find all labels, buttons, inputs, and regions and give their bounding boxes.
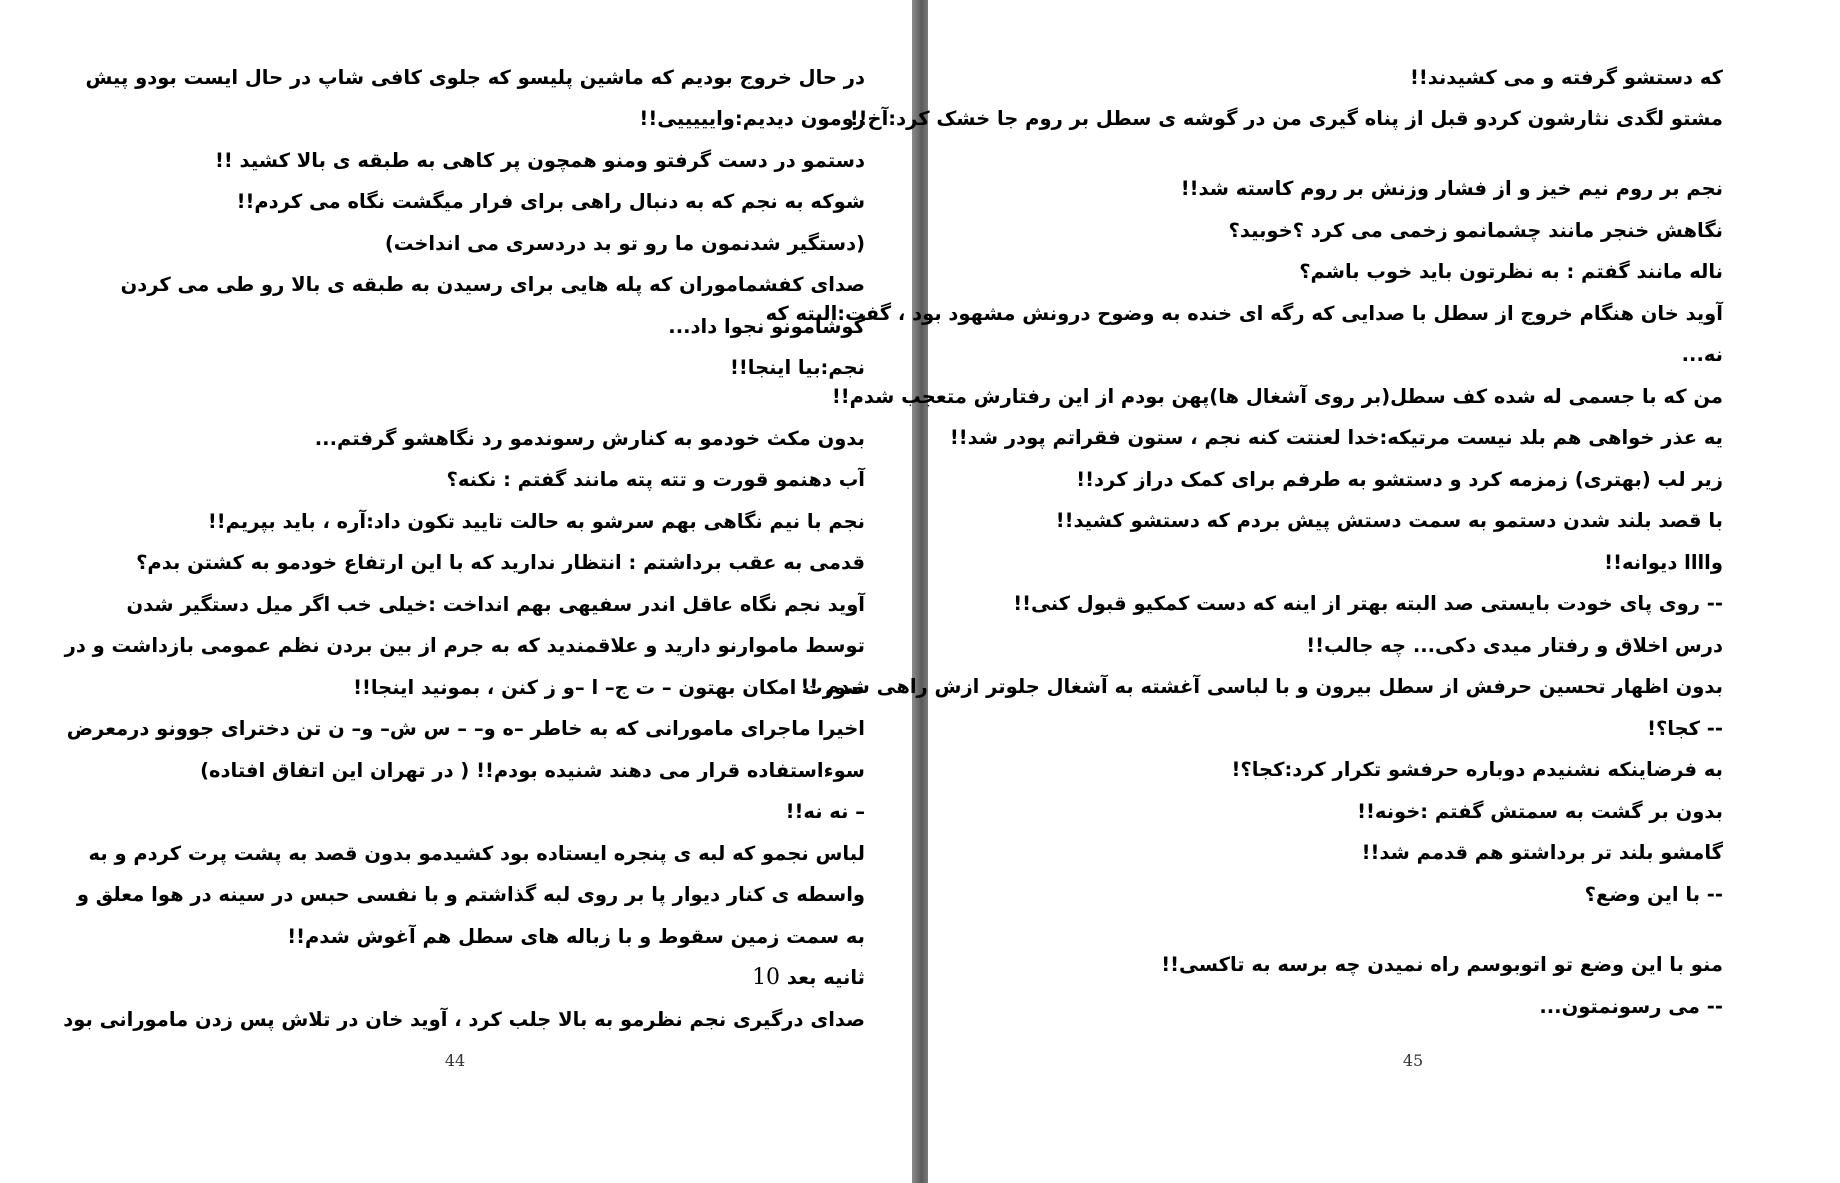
text-line: یه عذر خواهی هم بلد نیست مرتیکه:خدا لعنتت کنه نجم ، ستون فقراتم پودر شد!! <box>949 426 1723 449</box>
text-line: نه... <box>1681 343 1723 366</box>
text-line: بدون بر گشت به سمتش گفتم :خونه!! <box>1357 800 1723 823</box>
text-line: آب دهنمو قورت و تته پته مانند گفتم : نکنه؟ <box>446 468 865 491</box>
text-line: -- کجا؟! <box>1647 717 1723 740</box>
text-line: -- می رسونمتون... <box>1539 995 1723 1018</box>
text-line: با قصد بلند شدن دستمو به سمت دستش پیش بردم که دستشو کشید!! <box>1055 509 1723 532</box>
text-line: نجم:بیا اینجا!! <box>730 356 865 379</box>
text-line-ten-seconds-later <box>752 966 865 990</box>
text-line: سوءاستفاده قرار می دهند شنیده بودم!! ( در تهران این اتفاق افتاده) <box>200 759 865 782</box>
text-line: نگاهش خنجر مانند چشمانمو زخمی می کرد ؟خوبید؟ <box>1228 219 1723 242</box>
text-line: بدون اظهار تحسین حرفش از سطل بیرون و با لباسی آغشته به آشغال جلوتر ازش راهی شدم !! <box>800 675 1723 698</box>
text-line: رومون دیدیم:وایییییی!! <box>639 107 865 130</box>
text-line: دستمو در دست گرفتو ومنو همچون پر کاهی به طبقه ی بالا کشید !! <box>214 149 865 172</box>
text-line: ناله مانند گفتم : به نظرتون باید خوب باشم؟ <box>1299 260 1723 283</box>
text-line: صدای کفشماموران که پله هایی برای رسیدن به طبقه ی بالا رو طی می کردن <box>120 273 865 296</box>
text-line: توسط ماموارنو دارید و علاقمندید که به جرم از بین بردن نظم عمومی بازداشت و در <box>64 634 865 657</box>
text-line: درس اخلاق و رفتار میدی دکی... چه جالب!! <box>1306 634 1723 657</box>
text-line: من که با جسمی له شده کف سطل(بر روی آشغال ها)پهن بودم از این رفتارش متعجب شدم!! <box>831 385 1723 408</box>
text-line: منو با این وضع تو اتوبوسم راه نمیدن چه برسه به تاکسی!! <box>1161 953 1723 976</box>
text-line: به سمت زمین سقوط و با زباله های سطل هم آغوش شدم!! <box>287 925 865 948</box>
text-line: مشتو لگدی نثارشون کردو قبل از پناه گیری من در گوشه ی سطل بر روم جا خشک کرد:آخ!! <box>849 107 1723 130</box>
text-line: صدای درگیری نجم نظرمو به بالا جلب کرد ، آوید خان در تلاش پس زدن مامورانی بود <box>63 1008 865 1031</box>
ten-seconds-label: ثانیه بعد <box>786 966 865 989</box>
text-line: قدمی به عقب برداشتم : انتظار ندارید که با این ارتفاع خودمو به کشتن بدم؟ <box>136 551 865 574</box>
text-line: – نه نه!! <box>785 800 865 823</box>
page-number-right: 45 <box>1402 1051 1424 1070</box>
text-line: واسطه ی کنار دیوار پا بر روی لبه گذاشتم و با نفسی حبس در سینه در هوا معلق و <box>76 883 865 906</box>
text-line: -- با این وضع؟ <box>1584 883 1723 906</box>
text-line: آوید خان هنگام خروج از سطل با صدایی که رگه ای خنده به وضوح درونش مشهود بود ، گفت:البته که <box>765 302 1723 325</box>
left-page <box>0 0 912 1183</box>
text-line: گامشو بلند تر برداشتو هم قدمم شد!! <box>1361 841 1723 864</box>
text-line: -- روی پای خودت بایستی صد البته بهتر از اینه که دست کمکیو قبول کنی!! <box>1013 592 1723 615</box>
text-line: در حال خروج بودیم که ماشین پلیسو که جلوی کافی شاپ در حال ایست بودو پیش <box>85 66 865 89</box>
text-line: لباس نجمو که لبه ی پنجره ایستاده بود کشیدمو بدون قصد به پشت پرت کردم و به <box>88 842 865 865</box>
text-line: اخیرا ماجرای مامورانی که به خاطر –ه و– – س ش– و– ن تن دختر‌ای جوونو درمعرض <box>66 717 865 740</box>
page-gutter <box>912 0 928 1183</box>
text-line: به فرضاینکه نشنیدم دوباره حرفشو تکرار کرد:کجا؟! <box>1231 758 1723 781</box>
text-line: صورت امکان بهتون – ت ج– ا –و ز کنن ، بمونید اینجا!! <box>353 676 865 699</box>
text-line: نجم بر روم نیم خیز و از فشار وزنش بر روم کاسته شد!! <box>1180 177 1723 200</box>
text-line: نجم با نیم نگاهی بهم سرشو به حالت تایید تکون داد:آره ، باید بپریم!! <box>207 510 865 533</box>
text-line: آوید نجم نگاه عاقل اندر سفیهی بهم انداخت :خیلی خب اگر میل دستگیر شدن <box>126 593 865 616</box>
text-line: زیر لب (بهتری) زمزمه کرد و دستشو به طرفم برای کمک دراز کرد!! <box>1076 468 1723 491</box>
text-line: شوکه به نجم که به دنبال راهی برای فرار میگشت نگاه می کردم!! <box>236 190 865 213</box>
text-line: که دستشو گرفته و می کشیدند!! <box>1409 66 1723 89</box>
seconds-number: 10 <box>752 965 781 990</box>
text-line: (دستگیر شدنمون ما رو تو بد دردسری می انداخت) <box>384 232 865 255</box>
text-line: بدون مکث خودمو به کنارش رسوندمو رد نگاهشو گرفتم... <box>314 427 865 450</box>
text-line: گوشامونو نجوا داد... <box>668 315 865 338</box>
text-line: واااا دیوانه!! <box>1604 551 1723 574</box>
page-number-left: 44 <box>444 1051 466 1070</box>
left-page-text <box>0 0 912 1183</box>
